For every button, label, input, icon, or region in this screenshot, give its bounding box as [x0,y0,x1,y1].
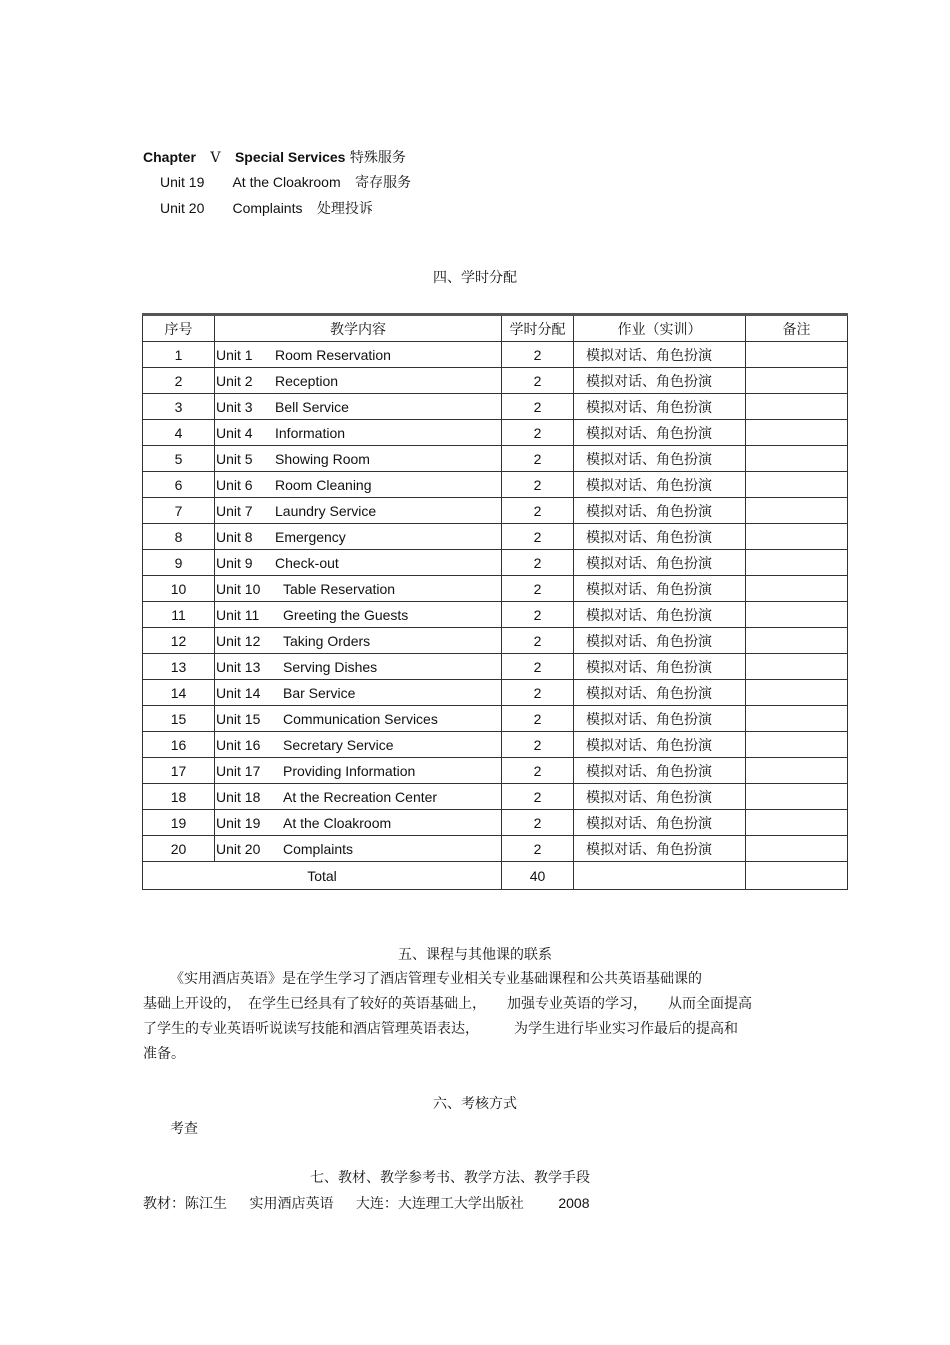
row-note [746,394,848,420]
row-hours: 2 [502,602,574,628]
textbook-label: 教材：陈江生 [143,1196,227,1212]
row-note [746,420,848,446]
row-content [215,810,502,836]
unit-number: Unit 20 [160,200,205,216]
table-row [143,680,848,706]
chapter-title-cn: 特殊服务 [349,150,406,166]
row-content [215,680,502,706]
row-title: Check-out [275,554,339,571]
row-title: Taking Orders [283,632,371,649]
row-number: 3 [143,394,215,420]
row-hours: 2 [502,758,574,784]
total-note [746,862,848,890]
row-unit: Unit 9 [216,554,253,571]
paragraph-line: 准备。 [143,1046,185,1062]
row-unit: Unit 13 [216,658,261,675]
row-title: Room Reservation [275,346,391,363]
paragraph-line: 《实用酒店英语》是在学生学习了酒店管理专业相关专业基础课程和公共英语基础课的 [170,971,702,987]
table-row [143,446,848,472]
table-row [143,576,848,602]
row-number: 1 [143,342,215,368]
table-header-row [143,315,848,342]
row-number: 17 [143,758,215,784]
row-content [215,472,502,498]
row-hours: 2 [502,576,574,602]
table-row [143,758,848,784]
row-hours: 2 [502,498,574,524]
row-homework: 模拟对话、角色扮演 [574,680,746,706]
row-unit: Unit 3 [216,398,253,415]
row-content [215,576,502,602]
row-homework: 模拟对话、角色扮演 [574,472,746,498]
section-heading-hours: 四、学时分配 [433,270,517,286]
row-hours: 2 [502,836,574,862]
row-homework: 模拟对话、角色扮演 [574,836,746,862]
chapter-title: Special Services [234,149,346,165]
row-note [746,524,848,550]
row-content [215,784,502,810]
row-hours: 2 [502,420,574,446]
section-heading-assessment: 六、考核方式 [433,1096,517,1112]
row-title: Communication Services [283,710,438,727]
row-number: 19 [143,810,215,836]
table-row [143,706,848,732]
table-row [143,368,848,394]
row-content [215,550,502,576]
row-note [746,758,848,784]
chapter-unit-line [160,172,411,192]
row-unit: Unit 14 [216,684,261,701]
row-hours: 2 [502,706,574,732]
table-row [143,732,848,758]
row-note [746,446,848,472]
row-number: 5 [143,446,215,472]
table-row [143,472,848,498]
row-number: 13 [143,654,215,680]
row-note [746,472,848,498]
row-note [746,498,848,524]
row-homework: 模拟对话、角色扮演 [574,706,746,732]
row-homework: 模拟对话、角色扮演 [574,784,746,810]
row-content [215,446,502,472]
chapter-heading [143,147,406,167]
row-content [215,524,502,550]
unit-name: At the Cloakroom [232,174,341,190]
chapter-label: Chapter [143,149,196,165]
row-title: Providing Information [283,762,416,779]
row-number: 2 [143,368,215,394]
row-note [746,784,848,810]
total-homework [574,862,746,890]
row-hours: 2 [502,628,574,654]
row-number: 6 [143,472,215,498]
row-homework: 模拟对话、角色扮演 [574,732,746,758]
row-homework: 模拟对话、角色扮演 [574,420,746,446]
row-note [746,576,848,602]
row-unit: Unit 7 [216,502,253,519]
row-unit: Unit 15 [216,710,261,727]
table-row [143,420,848,446]
row-title: Secretary Service [283,736,394,753]
hours-allocation-table [142,313,848,890]
column-header: 教学内容 [215,315,502,342]
textbook-line [143,1193,590,1213]
table-row [143,784,848,810]
unit-number: Unit 19 [160,174,205,190]
total-label: Total [143,862,502,890]
row-number: 4 [143,420,215,446]
row-unit: Unit 16 [216,736,261,753]
row-content [215,628,502,654]
column-header: 序号 [143,315,215,342]
paragraph-line: 了学生的专业英语听说读写技能和酒店管理英语表达， 为学生进行毕业实习作最后的提高和 [143,1021,738,1037]
row-content [215,602,502,628]
row-hours: 2 [502,342,574,368]
unit-name-cn: 处理投诉 [316,201,373,217]
row-unit: Unit 19 [216,814,261,831]
row-note [746,732,848,758]
row-number: 8 [143,524,215,550]
row-unit: Unit 6 [216,476,253,493]
row-homework: 模拟对话、角色扮演 [574,394,746,420]
row-content [215,420,502,446]
row-unit: Unit 12 [216,632,261,649]
row-hours: 2 [502,368,574,394]
row-hours: 2 [502,550,574,576]
table-row [143,524,848,550]
row-title: Bar Service [283,684,356,701]
row-unit: Unit 1 [216,346,253,363]
row-content [215,368,502,394]
row-unit: Unit 18 [216,788,261,805]
chapter-numeral: Ⅴ [210,150,221,166]
column-header: 备注 [746,315,848,342]
row-number: 18 [143,784,215,810]
row-note [746,628,848,654]
row-title: Serving Dishes [283,658,378,675]
row-title: Room Cleaning [275,476,372,493]
row-note [746,368,848,394]
row-title: At the Cloakroom [283,814,392,831]
row-content [215,732,502,758]
column-header: 作业（实训） [574,315,746,342]
row-hours: 2 [502,680,574,706]
table-row [143,836,848,862]
assessment-method: 考查 [170,1121,198,1137]
chapter-unit-line [160,198,373,218]
row-hours: 2 [502,810,574,836]
row-title: Showing Room [275,450,370,467]
row-content [215,758,502,784]
row-content [215,394,502,420]
row-unit: Unit 11 [216,606,260,623]
row-homework: 模拟对话、角色扮演 [574,498,746,524]
row-homework: 模拟对话、角色扮演 [574,602,746,628]
row-number: 12 [143,628,215,654]
table-total-row [143,862,848,890]
row-homework: 模拟对话、角色扮演 [574,550,746,576]
unit-name: Complaints [232,200,303,216]
row-homework: 模拟对话、角色扮演 [574,758,746,784]
row-content [215,498,502,524]
row-hours: 2 [502,394,574,420]
row-hours: 2 [502,784,574,810]
row-unit: Unit 2 [216,372,253,389]
table-row [143,602,848,628]
textbook-publisher: 大连：大连理工大学出版社 [355,1196,524,1212]
section-heading-textbooks: 七、教材、教学参考书、教学方法、教学手段 [310,1170,590,1186]
row-title: At the Recreation Center [283,788,438,805]
row-content [215,836,502,862]
row-unit: Unit 5 [216,450,253,467]
row-homework: 模拟对话、角色扮演 [574,368,746,394]
row-number: 9 [143,550,215,576]
row-title: Greeting the Guests [283,606,409,623]
row-title: Reception [275,372,339,389]
row-hours: 2 [502,446,574,472]
row-title: Emergency [275,528,346,545]
row-unit: Unit 4 [216,424,253,441]
row-note [746,342,848,368]
row-note [746,654,848,680]
row-homework: 模拟对话、角色扮演 [574,810,746,836]
row-hours: 2 [502,524,574,550]
row-note [746,550,848,576]
total-hours: 40 [502,862,574,890]
row-homework: 模拟对话、角色扮演 [574,446,746,472]
row-content [215,342,502,368]
row-note [746,706,848,732]
table-row [143,498,848,524]
textbook-year: 2008 [558,1195,590,1211]
row-homework: 模拟对话、角色扮演 [574,576,746,602]
row-number: 16 [143,732,215,758]
row-homework: 模拟对话、角色扮演 [574,524,746,550]
row-content [215,654,502,680]
row-unit: Unit 20 [216,840,261,857]
row-hours: 2 [502,472,574,498]
row-number: 11 [143,602,215,628]
textbook-title: 实用酒店英语 [249,1196,334,1212]
row-hours: 2 [502,654,574,680]
row-hours: 2 [502,732,574,758]
row-title: Information [275,424,346,441]
row-number: 20 [143,836,215,862]
table-row [143,550,848,576]
row-number: 14 [143,680,215,706]
row-number: 15 [143,706,215,732]
row-note [746,680,848,706]
row-note [746,810,848,836]
row-title: Complaints [283,840,354,857]
row-title: Table Reservation [283,580,396,597]
row-number: 10 [143,576,215,602]
table-row [143,394,848,420]
row-unit: Unit 10 [216,580,261,597]
column-header: 学时分配 [502,315,574,342]
row-number: 7 [143,498,215,524]
row-title: Bell Service [275,398,349,415]
row-unit: Unit 8 [216,528,253,545]
table-row [143,810,848,836]
row-homework: 模拟对话、角色扮演 [574,342,746,368]
row-unit: Unit 17 [216,762,261,779]
row-note [746,602,848,628]
table-row [143,342,848,368]
row-title: Laundry Service [275,502,377,519]
table-row [143,654,848,680]
paragraph-line: 基础上开设的， 在学生已经具有了较好的英语基础上， 加强专业英语的学习， 从而全面提高 [143,996,752,1012]
section-heading-relations: 五、课程与其他课的联系 [398,947,552,963]
row-homework: 模拟对话、角色扮演 [574,654,746,680]
row-note [746,836,848,862]
unit-name-cn: 寄存服务 [355,175,412,191]
row-content [215,706,502,732]
row-homework: 模拟对话、角色扮演 [574,628,746,654]
table-row [143,628,848,654]
